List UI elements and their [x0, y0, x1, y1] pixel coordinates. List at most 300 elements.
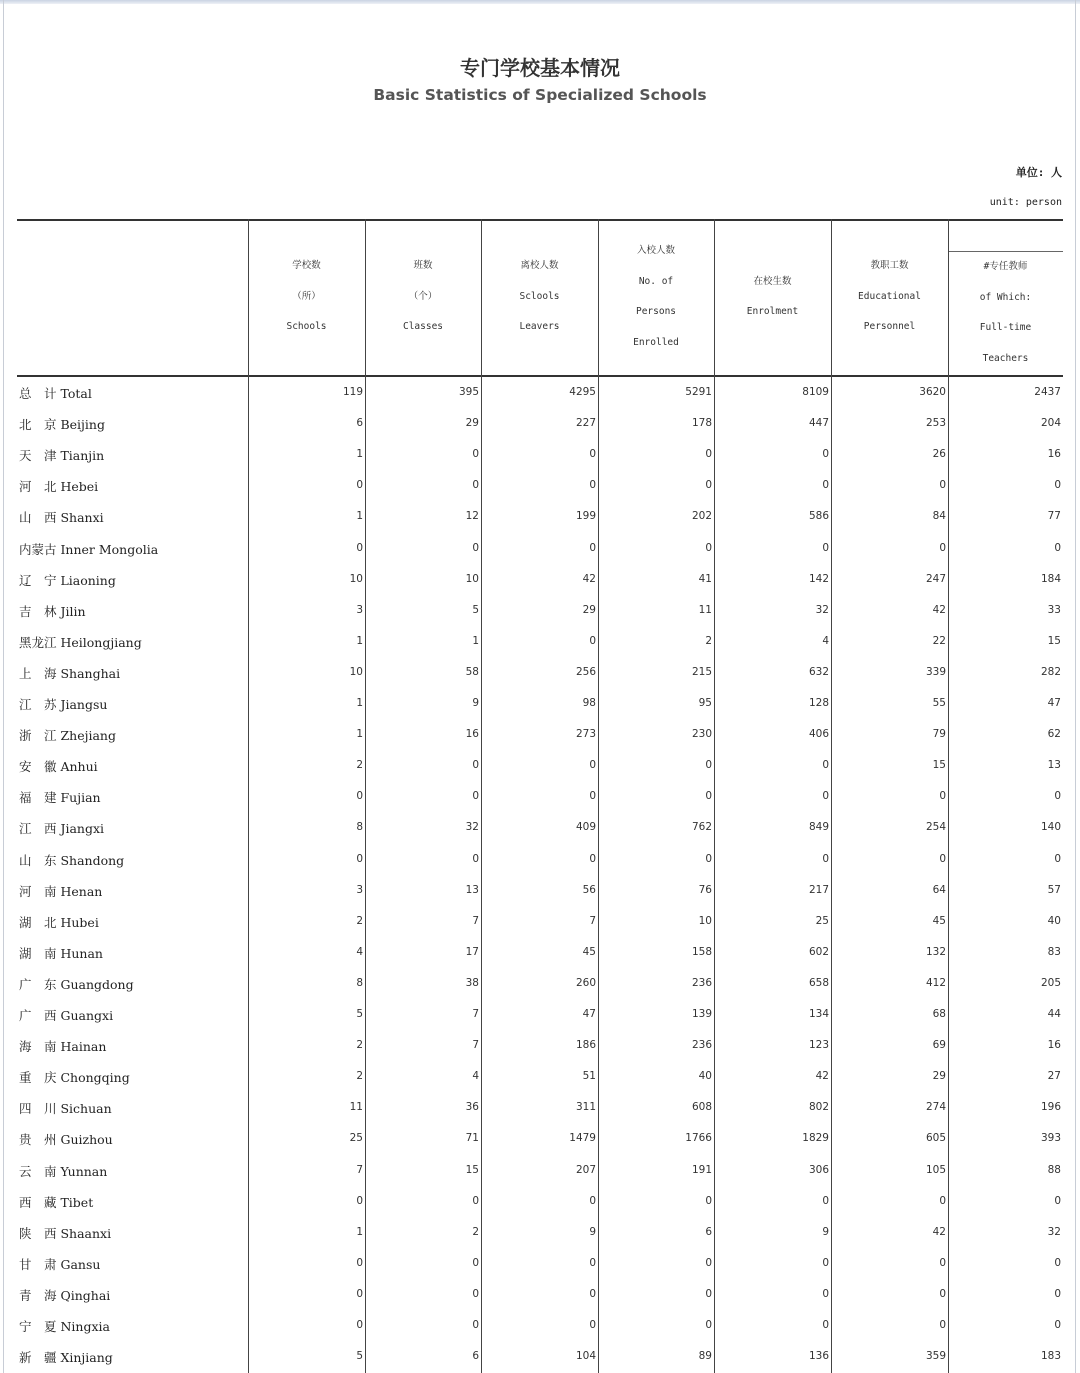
region-name: 福 建 Fujian — [19, 790, 101, 806]
table-cell-value: 6 — [472, 1350, 479, 1363]
column-header-line: Classes — [402, 321, 444, 333]
table-cell-value: 204 — [1040, 417, 1061, 430]
column-header-line: #专任教师 — [983, 261, 1028, 272]
table-cell-value: 32 — [815, 603, 829, 616]
column-header-line: 离校人数 — [520, 260, 559, 272]
table-cell-value: 16 — [1047, 448, 1061, 461]
table-cell-value: 11 — [349, 1101, 363, 1114]
region-name: 西 藏 Tibet — [19, 1194, 94, 1210]
table-cell-value: 142 — [808, 572, 829, 585]
table-cell-value: 95 — [698, 697, 712, 709]
page-title-english: Basic Statistics of Specialized Schools — [373, 86, 707, 104]
table-cell-value: 256 — [575, 665, 596, 678]
table-cell-value: 849 — [808, 821, 829, 834]
table-cell-value: 29 — [932, 1070, 946, 1083]
table-cell-value: 0 — [939, 1319, 946, 1331]
table-cell-value: 12 — [465, 510, 479, 523]
column-header-line: of Which: — [979, 291, 1032, 303]
region-name: 河 南 Henan — [19, 883, 103, 899]
table-cell-value: 2 — [356, 914, 363, 927]
column-header-line: Schools — [286, 321, 327, 333]
table-cell-value: 6 — [356, 417, 363, 430]
table-cell-value: 406 — [808, 728, 829, 741]
table-cell-value: 36 — [465, 1101, 479, 1114]
table-cell-value: 253 — [925, 417, 946, 430]
region-name: 总 计 Total — [19, 386, 92, 401]
table-cell-value: 191 — [691, 1163, 712, 1176]
table-cell-value: 2437 — [1034, 386, 1061, 398]
table-cell-value: 2 — [705, 634, 712, 647]
table-cell-value: 183 — [1040, 1350, 1061, 1363]
table-cell-value: 0 — [939, 790, 946, 803]
table-cell-value: 0 — [822, 1256, 829, 1269]
table-cell-value: 247 — [925, 572, 946, 585]
table-row — [17, 1247, 1063, 1278]
table-cell-value: 0 — [472, 479, 479, 492]
column-header-line: 在校生数 — [753, 275, 792, 287]
table-cell-value: 15 — [465, 1163, 479, 1176]
table-row — [17, 656, 1063, 687]
table-cell-value: 0 — [589, 790, 596, 803]
table-row — [17, 1216, 1063, 1247]
table-cell-value: 69 — [932, 1039, 946, 1052]
table-cell-value: 0 — [356, 790, 363, 803]
region-name: 浙 江 Zhejiang — [19, 728, 116, 744]
table-cell-value: 0 — [1054, 1319, 1061, 1331]
table-cell-value: 7 — [472, 914, 479, 927]
table-cell-value: 0 — [1054, 479, 1061, 492]
region-name: 上 海 Shanghai — [19, 665, 121, 681]
table-cell-value: 6 — [705, 1225, 712, 1238]
table-cell-value: 0 — [705, 1256, 712, 1269]
table-cell-value: 128 — [808, 697, 829, 709]
table-cell-value: 13 — [465, 883, 479, 896]
table-cell-value: 98 — [582, 697, 596, 709]
region-name: 广 西 Guangxi — [19, 1008, 114, 1023]
table-cell-value: 0 — [356, 1319, 363, 1331]
table-cell-value: 1 — [356, 510, 363, 523]
table-row — [17, 594, 1063, 625]
table-cell-value: 0 — [939, 1194, 946, 1207]
table-row — [17, 687, 1063, 718]
table-cell-value: 196 — [1040, 1101, 1061, 1114]
table-cell-value: 22 — [932, 634, 946, 647]
table-cell-value: 0 — [822, 1287, 829, 1300]
region-name: 山 西 Shanxi — [19, 510, 104, 526]
table-cell-value: 0 — [1054, 1256, 1061, 1269]
table-cell-value: 311 — [575, 1101, 596, 1114]
table-cell-value: 25 — [815, 914, 829, 927]
unit-label-chinese: 单位: 人 — [1015, 166, 1062, 179]
table-cell-value: 8 — [356, 821, 363, 834]
total-row — [17, 376, 1063, 407]
table-cell-value: 51 — [582, 1070, 596, 1083]
table-cell-value: 10 — [698, 914, 712, 927]
table-cell-value: 274 — [925, 1101, 946, 1114]
table-cell-value: 83 — [1047, 945, 1061, 958]
region-name: 甘 肃 Gansu — [19, 1256, 101, 1272]
table-row — [17, 1309, 1063, 1340]
table-cell-value: 62 — [1047, 728, 1061, 741]
table-cell-value: 412 — [925, 976, 946, 989]
table-cell-value: 0 — [822, 1319, 829, 1331]
column-header — [248, 251, 365, 343]
table-cell-value: 0 — [939, 1287, 946, 1300]
table-cell-value: 0 — [939, 852, 946, 865]
table-cell-value: 215 — [691, 665, 712, 678]
table-cell-value: 5 — [472, 603, 479, 616]
table-cell-value: 0 — [705, 1319, 712, 1331]
unit-label-english: unit: person — [989, 197, 1062, 208]
table-cell-value: 0 — [822, 759, 829, 772]
column-header-line: Teachers — [982, 352, 1029, 364]
table-cell-value: 25 — [349, 1132, 363, 1145]
table-row — [17, 718, 1063, 749]
table-cell-value: 7 — [472, 1039, 479, 1052]
table-cell-value: 134 — [808, 1008, 829, 1020]
table-cell-value: 0 — [589, 1194, 596, 1207]
table-cell-value: 178 — [691, 417, 712, 430]
region-name: 山 东 Shandong — [19, 852, 125, 868]
table-cell-value: 77 — [1047, 510, 1061, 523]
region-name: 内蒙古 Inner Mongolia — [19, 541, 159, 557]
table-cell-value: 13 — [1047, 759, 1061, 772]
table-top-rule — [17, 219, 1063, 221]
region-name: 辽 宁 Liaoning — [19, 572, 116, 588]
table-cell-value: 2 — [356, 1070, 363, 1083]
table-cell-value: 605 — [925, 1132, 946, 1145]
table-cell-value: 0 — [589, 1256, 596, 1269]
column-header — [598, 236, 714, 358]
region-name: 云 南 Yunnan — [19, 1163, 108, 1179]
table-cell-value: 47 — [582, 1008, 596, 1020]
column-header-line: Sclools — [519, 290, 560, 302]
region-name: 黑龙江 Heilongjiang — [19, 634, 142, 650]
region-name: 海 南 Hainan — [19, 1039, 107, 1055]
table-cell-value: 7 — [589, 914, 596, 927]
column-header-line: 教职工数 — [870, 260, 909, 272]
table-cell-value: 0 — [705, 852, 712, 865]
page-title-chinese: 专门学校基本情况 — [460, 56, 620, 80]
table-cell-value: 632 — [808, 665, 829, 678]
table-cell-value: 2 — [356, 1039, 363, 1052]
table-cell-value: 447 — [808, 417, 829, 430]
table-cell-value: 10 — [349, 665, 363, 678]
table-row — [17, 625, 1063, 656]
table-cell-value: 45 — [932, 914, 946, 927]
table-cell-value: 32 — [1047, 1225, 1061, 1238]
table-cell-value: 0 — [822, 790, 829, 803]
table-row — [17, 811, 1063, 842]
table-cell-value: 1 — [356, 448, 363, 461]
table-cell-value: 658 — [808, 976, 829, 989]
table-cell-value: 0 — [1054, 790, 1061, 803]
table-cell-value: 217 — [808, 883, 829, 896]
table-cell-value: 0 — [705, 1194, 712, 1207]
column-header — [714, 267, 831, 328]
table-row — [17, 843, 1063, 874]
table-cell-value: 236 — [691, 1039, 712, 1052]
table-row — [17, 438, 1063, 469]
table-cell-value: 0 — [705, 1287, 712, 1300]
table-cell-value: 2 — [472, 1225, 479, 1238]
column-header-line: No. of — [638, 275, 674, 287]
table-cell-value: 88 — [1047, 1163, 1061, 1176]
region-name: 湖 南 Hunan — [19, 945, 103, 961]
table-cell-value: 1 — [356, 697, 363, 709]
table-cell-value: 0 — [822, 479, 829, 492]
region-name: 四 川 Sichuan — [19, 1101, 112, 1117]
table-cell-value: 4 — [472, 1070, 479, 1083]
table-cell-value: 4295 — [569, 386, 596, 398]
column-header-line: Enrolment — [746, 306, 799, 317]
table-cell-value: 33 — [1047, 603, 1061, 616]
table-cell-value: 47 — [1047, 697, 1061, 709]
table-row — [17, 1060, 1063, 1091]
table-cell-value: 306 — [808, 1163, 829, 1176]
table-cell-value: 184 — [1040, 572, 1061, 585]
table-cell-value: 0 — [705, 541, 712, 554]
region-name: 贵 州 Guizhou — [19, 1132, 113, 1148]
table-cell-value: 1766 — [685, 1132, 712, 1145]
table-row — [17, 532, 1063, 563]
table-cell-value: 71 — [465, 1132, 479, 1145]
region-name: 北 京 Beijing — [19, 417, 105, 433]
column-header-line: 入校人数 — [636, 245, 675, 256]
table-row — [17, 780, 1063, 811]
table-cell-value: 32 — [465, 821, 479, 834]
table-cell-value: 119 — [342, 386, 363, 398]
table-cell-value: 9 — [589, 1225, 596, 1238]
table-cell-value: 0 — [1054, 1194, 1061, 1207]
table-cell-value: 0 — [356, 479, 363, 492]
table-row — [17, 1340, 1063, 1371]
table-cell-value: 58 — [465, 665, 479, 678]
table-cell-value: 16 — [465, 728, 479, 741]
column-header — [481, 251, 598, 343]
table-cell-value: 0 — [705, 479, 712, 492]
column-header — [365, 251, 481, 343]
table-cell-value: 273 — [575, 728, 596, 741]
table-cell-value: 393 — [1040, 1132, 1061, 1145]
table-cell-value: 802 — [808, 1101, 829, 1114]
table-cell-value: 0 — [356, 1256, 363, 1269]
table-cell-value: 68 — [932, 1008, 946, 1020]
table-cell-value: 409 — [575, 821, 596, 834]
table-row — [17, 563, 1063, 594]
table-cell-value: 27 — [1047, 1070, 1061, 1083]
table-cell-value: 227 — [575, 417, 596, 430]
table-cell-value: 8109 — [802, 386, 829, 398]
table-cell-value: 79 — [932, 728, 946, 741]
table-cell-value: 0 — [1054, 1287, 1061, 1300]
table-row — [17, 967, 1063, 998]
region-name: 安 徽 Anhui — [19, 759, 98, 775]
region-name: 河 北 Hebei — [19, 479, 99, 495]
table-cell-value: 1 — [472, 634, 479, 647]
table-cell-value: 395 — [458, 386, 479, 398]
table-cell-value: 0 — [472, 790, 479, 803]
table-cell-value: 17 — [465, 945, 479, 958]
region-name: 重 庆 Chongqing — [19, 1070, 130, 1086]
table-cell-value: 0 — [472, 448, 479, 461]
table-row — [17, 500, 1063, 531]
table-row — [17, 905, 1063, 936]
table-row — [17, 936, 1063, 967]
table-row — [17, 1122, 1063, 1153]
table-cell-value: 0 — [589, 759, 596, 772]
table-cell-value: 1479 — [569, 1132, 596, 1145]
table-cell-value: 56 — [582, 883, 596, 896]
table-cell-value: 0 — [1054, 541, 1061, 554]
column-header-line: Enrolled — [633, 336, 679, 348]
table-cell-value: 7 — [472, 1008, 479, 1020]
column-header-line: （个） — [408, 290, 438, 302]
table-cell-value: 136 — [808, 1350, 829, 1363]
table-cell-value: 132 — [925, 945, 946, 958]
table-cell-value: 199 — [575, 510, 596, 523]
table-cell-value: 0 — [705, 759, 712, 772]
table-row — [17, 1185, 1063, 1216]
table-cell-value: 0 — [472, 759, 479, 772]
table-cell-value: 89 — [698, 1350, 712, 1363]
table-cell-value: 42 — [815, 1070, 829, 1083]
table-cell-value: 16 — [1047, 1039, 1061, 1052]
table-cell-value: 0 — [705, 448, 712, 461]
table-cell-value: 3 — [356, 603, 363, 616]
table-cell-value: 2 — [356, 759, 363, 772]
table-cell-value: 29 — [582, 603, 596, 616]
table-cell-value: 44 — [1047, 1008, 1061, 1020]
table-cell-value: 230 — [691, 728, 712, 741]
table-cell-value: 202 — [691, 510, 712, 523]
table-cell-value: 40 — [1047, 914, 1061, 927]
table-cell-value: 0 — [589, 479, 596, 492]
table-cell-value: 57 — [1047, 883, 1061, 896]
table-cell-value: 40 — [698, 1070, 712, 1083]
table-cell-value: 0 — [822, 1194, 829, 1207]
table-cell-value: 282 — [1040, 665, 1061, 678]
region-name: 江 苏 Jiangsu — [19, 697, 108, 712]
table-cell-value: 38 — [465, 976, 479, 989]
table-cell-value: 104 — [575, 1350, 596, 1363]
table-cell-value: 0 — [822, 541, 829, 554]
table-cell-value: 140 — [1040, 821, 1061, 834]
table-cell-value: 1 — [356, 634, 363, 647]
table-cell-value: 42 — [932, 603, 946, 616]
table-cell-value: 15 — [932, 759, 946, 772]
table-cell-value: 0 — [589, 448, 596, 461]
region-name: 江 西 Jiangxi — [19, 821, 105, 837]
table-cell-value: 0 — [356, 541, 363, 554]
table-cell-value: 0 — [356, 1287, 363, 1300]
region-name: 吉 林 Jilin — [19, 603, 86, 619]
table-cell-value: 0 — [589, 1319, 596, 1331]
column-header — [831, 251, 948, 343]
region-name: 陕 西 Shaanxi — [19, 1225, 112, 1241]
table-cell-value: 7 — [356, 1163, 363, 1176]
table-cell-value: 0 — [589, 852, 596, 865]
table-cell-value: 0 — [1054, 852, 1061, 865]
table-row — [17, 874, 1063, 905]
table-cell-value: 105 — [925, 1163, 946, 1176]
table-row — [17, 749, 1063, 780]
table-cell-value: 1 — [356, 728, 363, 741]
table-cell-value: 123 — [808, 1039, 829, 1052]
table-cell-value: 55 — [932, 697, 946, 709]
table-cell-value: 11 — [698, 603, 712, 616]
table-cell-value: 42 — [582, 572, 596, 585]
table-row — [17, 998, 1063, 1029]
table-cell-value: 1829 — [802, 1132, 829, 1145]
table-row — [17, 1154, 1063, 1185]
table-row — [17, 469, 1063, 500]
column-header-line: Personnel — [863, 321, 916, 333]
table-cell-value: 29 — [465, 417, 479, 430]
table-cell-value: 0 — [472, 1287, 479, 1300]
table-cell-value: 207 — [575, 1163, 596, 1176]
table-cell-value: 0 — [822, 448, 829, 461]
region-name: 湖 北 Hubei — [19, 914, 99, 930]
column-header-line: Persons — [635, 306, 677, 317]
table-cell-value: 76 — [698, 883, 712, 896]
table-cell-value: 254 — [925, 821, 946, 834]
table-cell-value: 5 — [356, 1008, 363, 1020]
table-cell-value: 4 — [356, 945, 363, 958]
region-name: 广 东 Guangdong — [19, 976, 134, 992]
table-cell-value: 41 — [698, 572, 712, 585]
region-name: 青 海 Qinghai — [19, 1287, 111, 1303]
table-cell-value: 586 — [808, 510, 829, 523]
region-name: 天 津 Tianjin — [19, 448, 105, 464]
table-cell-value: 0 — [472, 852, 479, 865]
table-cell-value: 10 — [349, 572, 363, 585]
column-header-line: Educational — [858, 290, 921, 302]
table-cell-value: 158 — [691, 945, 712, 958]
table-cell-value: 260 — [575, 976, 596, 989]
column-header-line: Leavers — [519, 321, 560, 333]
table-cell-value: 0 — [939, 1256, 946, 1269]
table-cell-value: 0 — [939, 541, 946, 554]
table-cell-value: 0 — [472, 1319, 479, 1331]
table-cell-value: 5291 — [685, 386, 712, 398]
table-cell-value: 0 — [472, 1256, 479, 1269]
table-row — [17, 1278, 1063, 1309]
table-cell-value: 0 — [589, 541, 596, 554]
table-row — [17, 1091, 1063, 1122]
table-cell-value: 1 — [356, 1225, 363, 1238]
column-header-line: （所） — [292, 290, 321, 302]
table-cell-value: 0 — [472, 541, 479, 554]
table-cell-value: 205 — [1040, 976, 1061, 989]
region-name: 宁 夏 Ningxia — [19, 1319, 110, 1334]
table-row — [17, 407, 1063, 438]
table-row — [17, 1029, 1063, 1060]
table-cell-value: 236 — [691, 976, 712, 989]
table-cell-value: 139 — [691, 1008, 712, 1020]
table-cell-value: 10 — [465, 572, 479, 585]
table-cell-value: 64 — [932, 883, 946, 896]
table-cell-value: 84 — [932, 510, 946, 523]
table-cell-value: 608 — [691, 1101, 712, 1114]
table-cell-value: 0 — [472, 1194, 479, 1207]
table-cell-value: 0 — [822, 852, 829, 865]
table-cell-value: 0 — [705, 790, 712, 803]
table-cell-value: 9 — [472, 697, 479, 709]
table-cell-value: 26 — [932, 448, 946, 461]
table-cell-value: 602 — [808, 945, 829, 958]
table-cell-value: 762 — [691, 821, 712, 834]
